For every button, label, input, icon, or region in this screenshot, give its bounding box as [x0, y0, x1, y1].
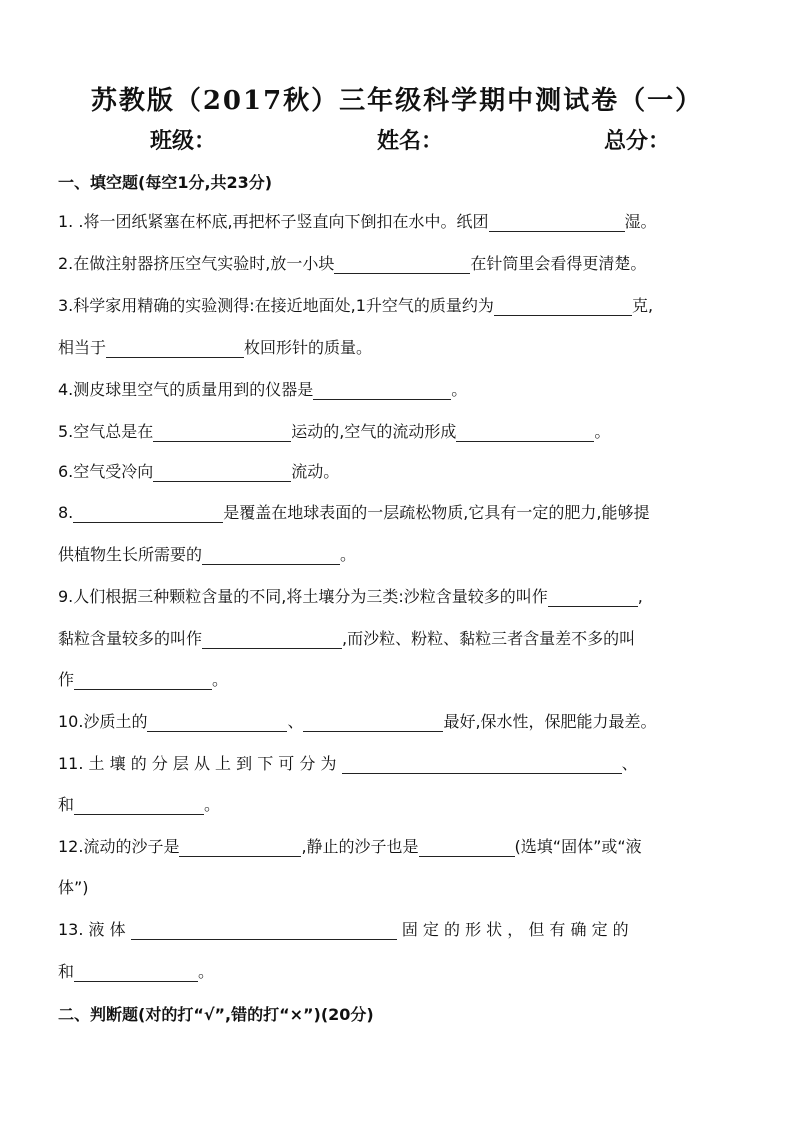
question-text: 运动的,空气的流动形成 [291, 422, 457, 441]
question-text: 和 [58, 795, 75, 814]
question-12-cont [58, 878, 738, 898]
exam-title: 苏教版（2017秋）三年级科学期中测试卷（一） [90, 86, 704, 116]
question-text: 。 [340, 545, 357, 564]
question-text: 。 [198, 962, 215, 981]
question-text: 相当于 [58, 338, 107, 357]
question-text: 枚回形针的质量。 [244, 338, 373, 357]
question-text: 3.科学家用精确的实验测得:在接近地面处,1升空气的质量约为 [58, 296, 494, 315]
question-9 [58, 587, 738, 607]
student-info-row [150, 124, 670, 155]
question-text: 。 [204, 795, 221, 814]
question-text: (选填“固体”或“液 [514, 837, 642, 856]
answer-blank[interactable] [342, 755, 622, 774]
question-8-cont [58, 545, 738, 565]
class-label: 班级： [150, 129, 217, 154]
answer-blank[interactable] [419, 838, 515, 857]
question-text: 湿。 [624, 212, 657, 231]
question-text: 体”) [58, 878, 89, 897]
question-text: ,静止的沙子也是 [301, 837, 419, 856]
question-13-cont [58, 962, 738, 982]
answer-blank[interactable] [179, 838, 301, 857]
question-6 [58, 462, 738, 482]
question-text: 、 [287, 712, 304, 731]
question-text: 在针筒里会看得更清楚。 [470, 254, 647, 273]
question-9-cont [58, 629, 738, 649]
question-12 [58, 837, 738, 857]
answer-blank[interactable] [147, 713, 287, 732]
question-text: 克, [631, 296, 654, 315]
question-text: 固 定 的 形 状 ， 但 有 确 定 的 [401, 920, 629, 939]
question-2 [58, 254, 738, 274]
section-fill-in-blank-heading: 一、填空题(每空1分,共23分) [58, 173, 273, 192]
answer-blank[interactable] [303, 713, 443, 732]
question-11 [58, 754, 738, 774]
question-text: 10.沙质土的 [58, 712, 148, 731]
answer-blank[interactable] [489, 213, 625, 232]
answer-blank[interactable] [131, 921, 397, 940]
question-text: 流动。 [291, 462, 340, 481]
name-label: 姓名： [376, 129, 443, 154]
answer-blank[interactable] [548, 588, 638, 607]
question-text: 最好,保水性，保肥能力最差。 [443, 712, 657, 731]
question-text: 9.人们根据三种颗粒含量的不同,将土壤分为三类:沙粒含量较多的叫作 [58, 587, 548, 606]
section-true-false-heading: 二、判断题(对的打“√”,错的打“×”)(20分) [58, 1005, 374, 1024]
question-text: 、 [621, 754, 638, 773]
question-text: 11. 土 壤 的 分 层 从 上 到 下 可 分 为 [58, 754, 337, 773]
question-11-cont [58, 795, 738, 815]
answer-blank[interactable] [202, 630, 342, 649]
answer-blank[interactable] [456, 423, 594, 442]
question-4 [58, 380, 738, 400]
answer-blank[interactable] [202, 546, 340, 565]
question-text: 。 [212, 670, 229, 689]
question-text: 12.流动的沙子是 [58, 837, 180, 856]
answer-blank[interactable] [334, 255, 470, 274]
question-text: 是覆盖在地球表面的一层疏松物质,它具有一定的肥力,能够提 [223, 503, 650, 522]
score-label: 总分： [603, 129, 670, 154]
answer-blank[interactable] [74, 796, 204, 815]
answer-blank[interactable] [313, 381, 451, 400]
question-text: 供植物生长所需要的 [58, 545, 203, 564]
question-text: , [637, 587, 643, 606]
question-13 [58, 920, 738, 940]
answer-blank[interactable] [74, 963, 198, 982]
answer-blank[interactable] [153, 463, 291, 482]
question-text: 4.测皮球里空气的质量用到的仪器是 [58, 380, 314, 399]
question-text: 。 [451, 380, 468, 399]
question-1 [58, 212, 738, 232]
question-text: 。 [594, 422, 611, 441]
question-9-cont2 [58, 670, 738, 690]
question-text: 8. [58, 503, 74, 522]
question-text: 和 [58, 962, 75, 981]
question-8 [58, 503, 738, 523]
question-text: 6.空气受冷向 [58, 462, 154, 481]
question-3 [58, 296, 738, 316]
question-text: 5.空气总是在 [58, 422, 154, 441]
question-text: ,而沙粒、粉粒、黏粒三者含量差不多的叫 [342, 629, 636, 648]
question-text: 2.在做注射器挤压空气实验时,放一小块 [58, 254, 335, 273]
answer-blank[interactable] [106, 339, 244, 358]
answer-blank[interactable] [73, 504, 223, 523]
question-text: 作 [58, 670, 75, 689]
question-10 [58, 712, 738, 732]
question-3-cont [58, 338, 738, 358]
question-text: 1. .将一团纸紧塞在杯底,再把杯子竖直向下倒扣在水中。纸团 [58, 212, 489, 231]
question-5 [58, 422, 738, 442]
answer-blank[interactable] [494, 297, 632, 316]
question-text: 13. 液 体 [58, 920, 126, 939]
question-text: 黏粒含量较多的叫作 [58, 629, 203, 648]
answer-blank[interactable] [74, 671, 212, 690]
answer-blank[interactable] [153, 423, 291, 442]
